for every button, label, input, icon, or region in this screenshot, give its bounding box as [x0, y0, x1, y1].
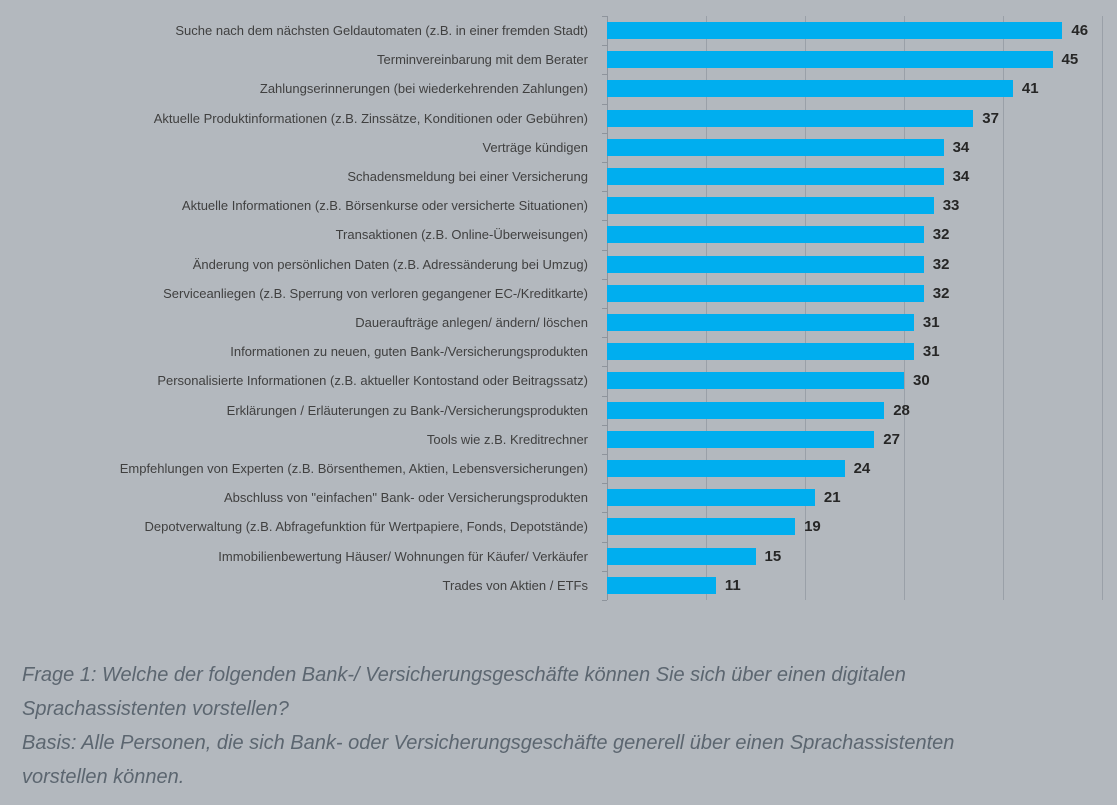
value-label: 31: [922, 314, 940, 331]
bar-row: [0, 542, 1117, 571]
bar: [607, 226, 924, 243]
bar-row: [0, 425, 1117, 454]
bar: [607, 256, 924, 273]
value-label: 33: [942, 197, 960, 215]
category-label: Schadensmeldung bei einer Versicherung: [347, 169, 588, 184]
category-label: Trades von Aktien / ETFs: [442, 577, 588, 593]
value-label: 37: [982, 109, 999, 127]
chart-footnote: [22, 658, 1007, 794]
category-label: Verträge kündigen: [482, 139, 588, 155]
value-label: 46: [1071, 22, 1089, 39]
bar: [607, 22, 1062, 39]
value-label: 32: [932, 284, 950, 302]
value-label: 45: [1061, 51, 1079, 69]
value-label: 11: [724, 576, 741, 594]
bar: [607, 110, 973, 127]
bar: [607, 402, 884, 419]
category-label: Aktuelle Produktinformationen (z.B. Zinssätze, Konditionen oder Gebühren): [153, 110, 588, 126]
axis-tick: [602, 600, 607, 601]
value-label: 15: [764, 547, 782, 565]
category-label: Abschluss von "einfachen" Bank- oder Versicherungsprodukten: [223, 490, 588, 506]
bar-row: [0, 279, 1117, 308]
bar-row: [0, 104, 1117, 133]
bar-row: [0, 483, 1117, 512]
category-label: Aktuelle Informationen (z.B. Börsenkurse oder versicherte Situationen): [181, 198, 588, 214]
bar-row: [0, 337, 1117, 366]
value-label: 21: [823, 489, 841, 507]
bar: [607, 285, 924, 302]
bar: [607, 548, 756, 565]
value-label: 24: [853, 460, 871, 477]
bar-row: [0, 191, 1117, 220]
category-label: Änderung von persönlichen Daten (z.B. Adressänderung bei Umzug): [192, 256, 588, 272]
bar-row: [0, 308, 1117, 337]
value-label: 32: [932, 226, 950, 244]
bar-row: [0, 74, 1117, 103]
bar-row: [0, 250, 1117, 279]
value-label: 34: [952, 168, 970, 185]
value-label: 27: [883, 430, 900, 448]
category-label: Informationen zu neuen, guten Bank-/Versicherungsprodukten: [230, 344, 588, 360]
bar-row: [0, 366, 1117, 395]
bar-row: [0, 162, 1117, 191]
category-label: Tools wie z.B. Kreditrechner: [426, 431, 588, 447]
bar: [607, 577, 716, 594]
category-label: Immobilienbewertung Häuser/ Wohnungen für Käufer/ Verkäufer: [218, 548, 588, 564]
category-label: Suche nach dem nächsten Geldautomaten (z.B. in einer fremden Stadt): [175, 23, 588, 38]
bar-row: [0, 454, 1117, 483]
bar: [607, 431, 874, 448]
bar: [607, 314, 914, 331]
value-label: 31: [922, 343, 940, 361]
category-label: Daueraufträge anlegen/ ändern/ löschen: [355, 315, 588, 330]
bar-row: [0, 571, 1117, 600]
value-label: 19: [804, 518, 821, 536]
value-label: 34: [952, 138, 970, 156]
category-label: Zahlungserinnerungen (bei wiederkehrenden Zahlungen): [259, 81, 588, 97]
bar-row: [0, 16, 1117, 45]
bar: [607, 518, 795, 535]
bar: [607, 489, 815, 506]
category-label: Serviceanliegen (z.B. Sperrung von verloren gegangener EC-/Kreditkarte): [163, 285, 588, 301]
footnote-question: Frage 1: Welche der folgenden Bank-/ Versicherungsgeschäfte können Sie sich über einen digitalen Sprachassistenten vorstellen?: [22, 664, 906, 720]
category-label: Empfehlungen von Experten (z.B. Börsenthemen, Aktien, Lebensversicherungen): [119, 461, 588, 476]
value-label: 28: [893, 401, 910, 419]
bar-row: [0, 396, 1117, 425]
bar: [607, 372, 904, 389]
bar: [607, 343, 914, 360]
value-label: 41: [1021, 80, 1039, 98]
bar: [607, 80, 1013, 97]
category-label: Depotverwaltung (z.B. Abfragefunktion für Wertpapiere, Fonds, Depotstände): [144, 519, 588, 535]
bar-row: [0, 45, 1117, 74]
bar-row: [0, 512, 1117, 541]
bar: [607, 197, 934, 214]
bar-row: [0, 220, 1117, 249]
bar: [607, 139, 944, 156]
bar: [607, 168, 944, 185]
value-label: 32: [932, 255, 950, 273]
category-label: Terminvereinbarung mit dem Berater: [377, 52, 588, 68]
category-label: Transaktionen (z.B. Online-Überweisungen): [335, 227, 588, 243]
bar-row: [0, 133, 1117, 162]
value-label: 30: [913, 372, 930, 390]
bar: [607, 460, 845, 477]
category-label: Personalisierte Informationen (z.B. aktueller Kontostand oder Beitragssatz): [157, 373, 588, 389]
footnote-basis: Basis: Alle Personen, die sich Bank- oder Versicherungsgeschäfte generell über einen Sprachassistenten vorstellen können.: [22, 732, 955, 788]
category-label: Erklärungen / Erläuterungen zu Bank-/Versicherungsprodukten: [226, 402, 588, 418]
bar: [607, 51, 1053, 68]
